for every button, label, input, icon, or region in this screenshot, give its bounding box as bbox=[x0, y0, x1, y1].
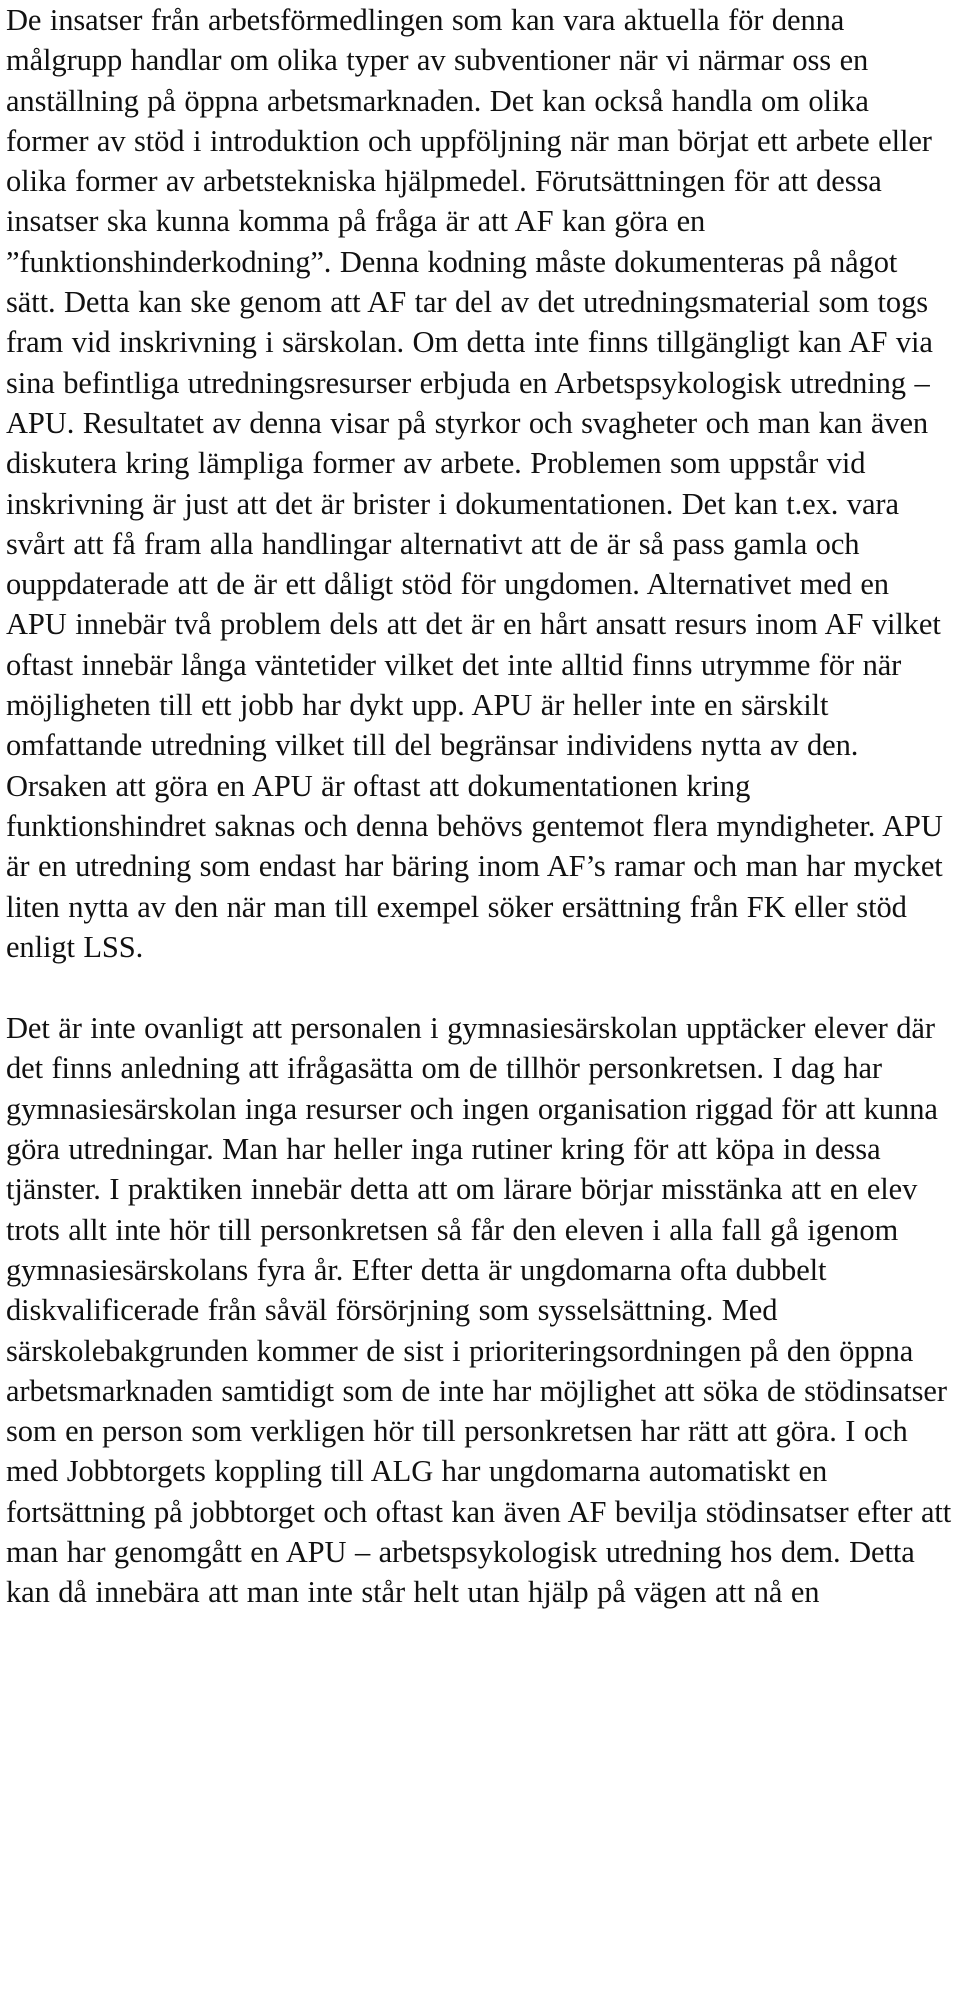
paragraph-gymnasiesarskolan: Det är inte ovanligt att personalen i gymnasiesärskolan upptäcker elever där det finns anledning att ifrågasätta om de tillhör personkretsen. I dag har gymnasiesärskolan inga resurser och ingen organisation riggad för att kunna göra utredningar. Man har heller inga rutiner kring för att köpa in dessa tjänster. I praktiken innebär detta att om lärare börjar misstänka att en elev trots allt inte hör till personkretsen så får den eleven i alla fall gå igenom gymnasiesärskolans fyra år. Efter detta är ungdomarna ofta dubbelt diskvalificerade från såväl försörjning som sysselsättning. Med särskolebakgrunden kommer de sist i prioriteringsordningen på den öppna arbetsmarknaden samtidigt som de inte har möjlighet att söka de stödinsatser som en person som verkligen hör till personkretsen har rätt att göra. I och med Jobbtorgets koppling till ALG har ungdomarna automatiskt en fortsättning på jobbtorget och oftast kan även AF bevilja stödinsatser efter att man har genomgått en APU – arbetspsykologisk utredning hos dem. Detta kan då innebära att man inte står helt utan hjälp på vägen att nå en bbox=[6, 1011, 952, 1610]
paragraph-af-insatser: De insatser från arbetsförmedlingen som kan vara aktuella för denna målgrupp handlar om olika typer av subventioner när vi närmar oss en anställning på öppna arbetsmarknaden. Det kan också handla om olika former av stöd i introduktion och uppföljning när man börjat ett arbete eller olika former av arbetstekniska hjälpmedel. Förutsättningen för att dessa insatser ska kunna komma på fråga är att AF kan göra en ”funktionshinderkodning”. Denna kodning måste dokumenteras på något sätt. Detta kan ske genom att AF tar del av det utredningsmaterial som togs fram vid inskrivning i särskolan. Om detta inte finns tillgängligt kan AF via sina befintliga utredningsresurser erbjuda en Arbetspsykologisk utredning – APU. Resultatet av denna visar på styrkor och svagheter och man kan även diskutera kring lämpliga former av arbete. Problemen som uppstår vid inskrivning är just att det är brister i dokumentationen. Det kan t.ex. vara svårt att få fram alla handlingar alternativt att de är så pass gamla och ouppdaterade att de är ett dåligt stöd för ungdomen. Alternativet med en APU innebär två problem dels att det är en hårt ansatt resurs inom AF vilket oftast innebär långa väntetider vilket det inte alltid finns utrymme för när möjligheten till ett jobb har dykt upp. APU är heller inte en särskilt omfattande utredning vilket till del begränsar individens nytta av den. Orsaken att göra en APU är oftast att dokumentationen kring funktionshindret saknas och denna behövs gentemot flera myndigheter. APU är en utredning som endast har bäring inom AF’s ramar och man har mycket liten nytta av den när man till exempel söker ersättning från FK eller stöd enligt LSS. bbox=[6, 3, 943, 964]
